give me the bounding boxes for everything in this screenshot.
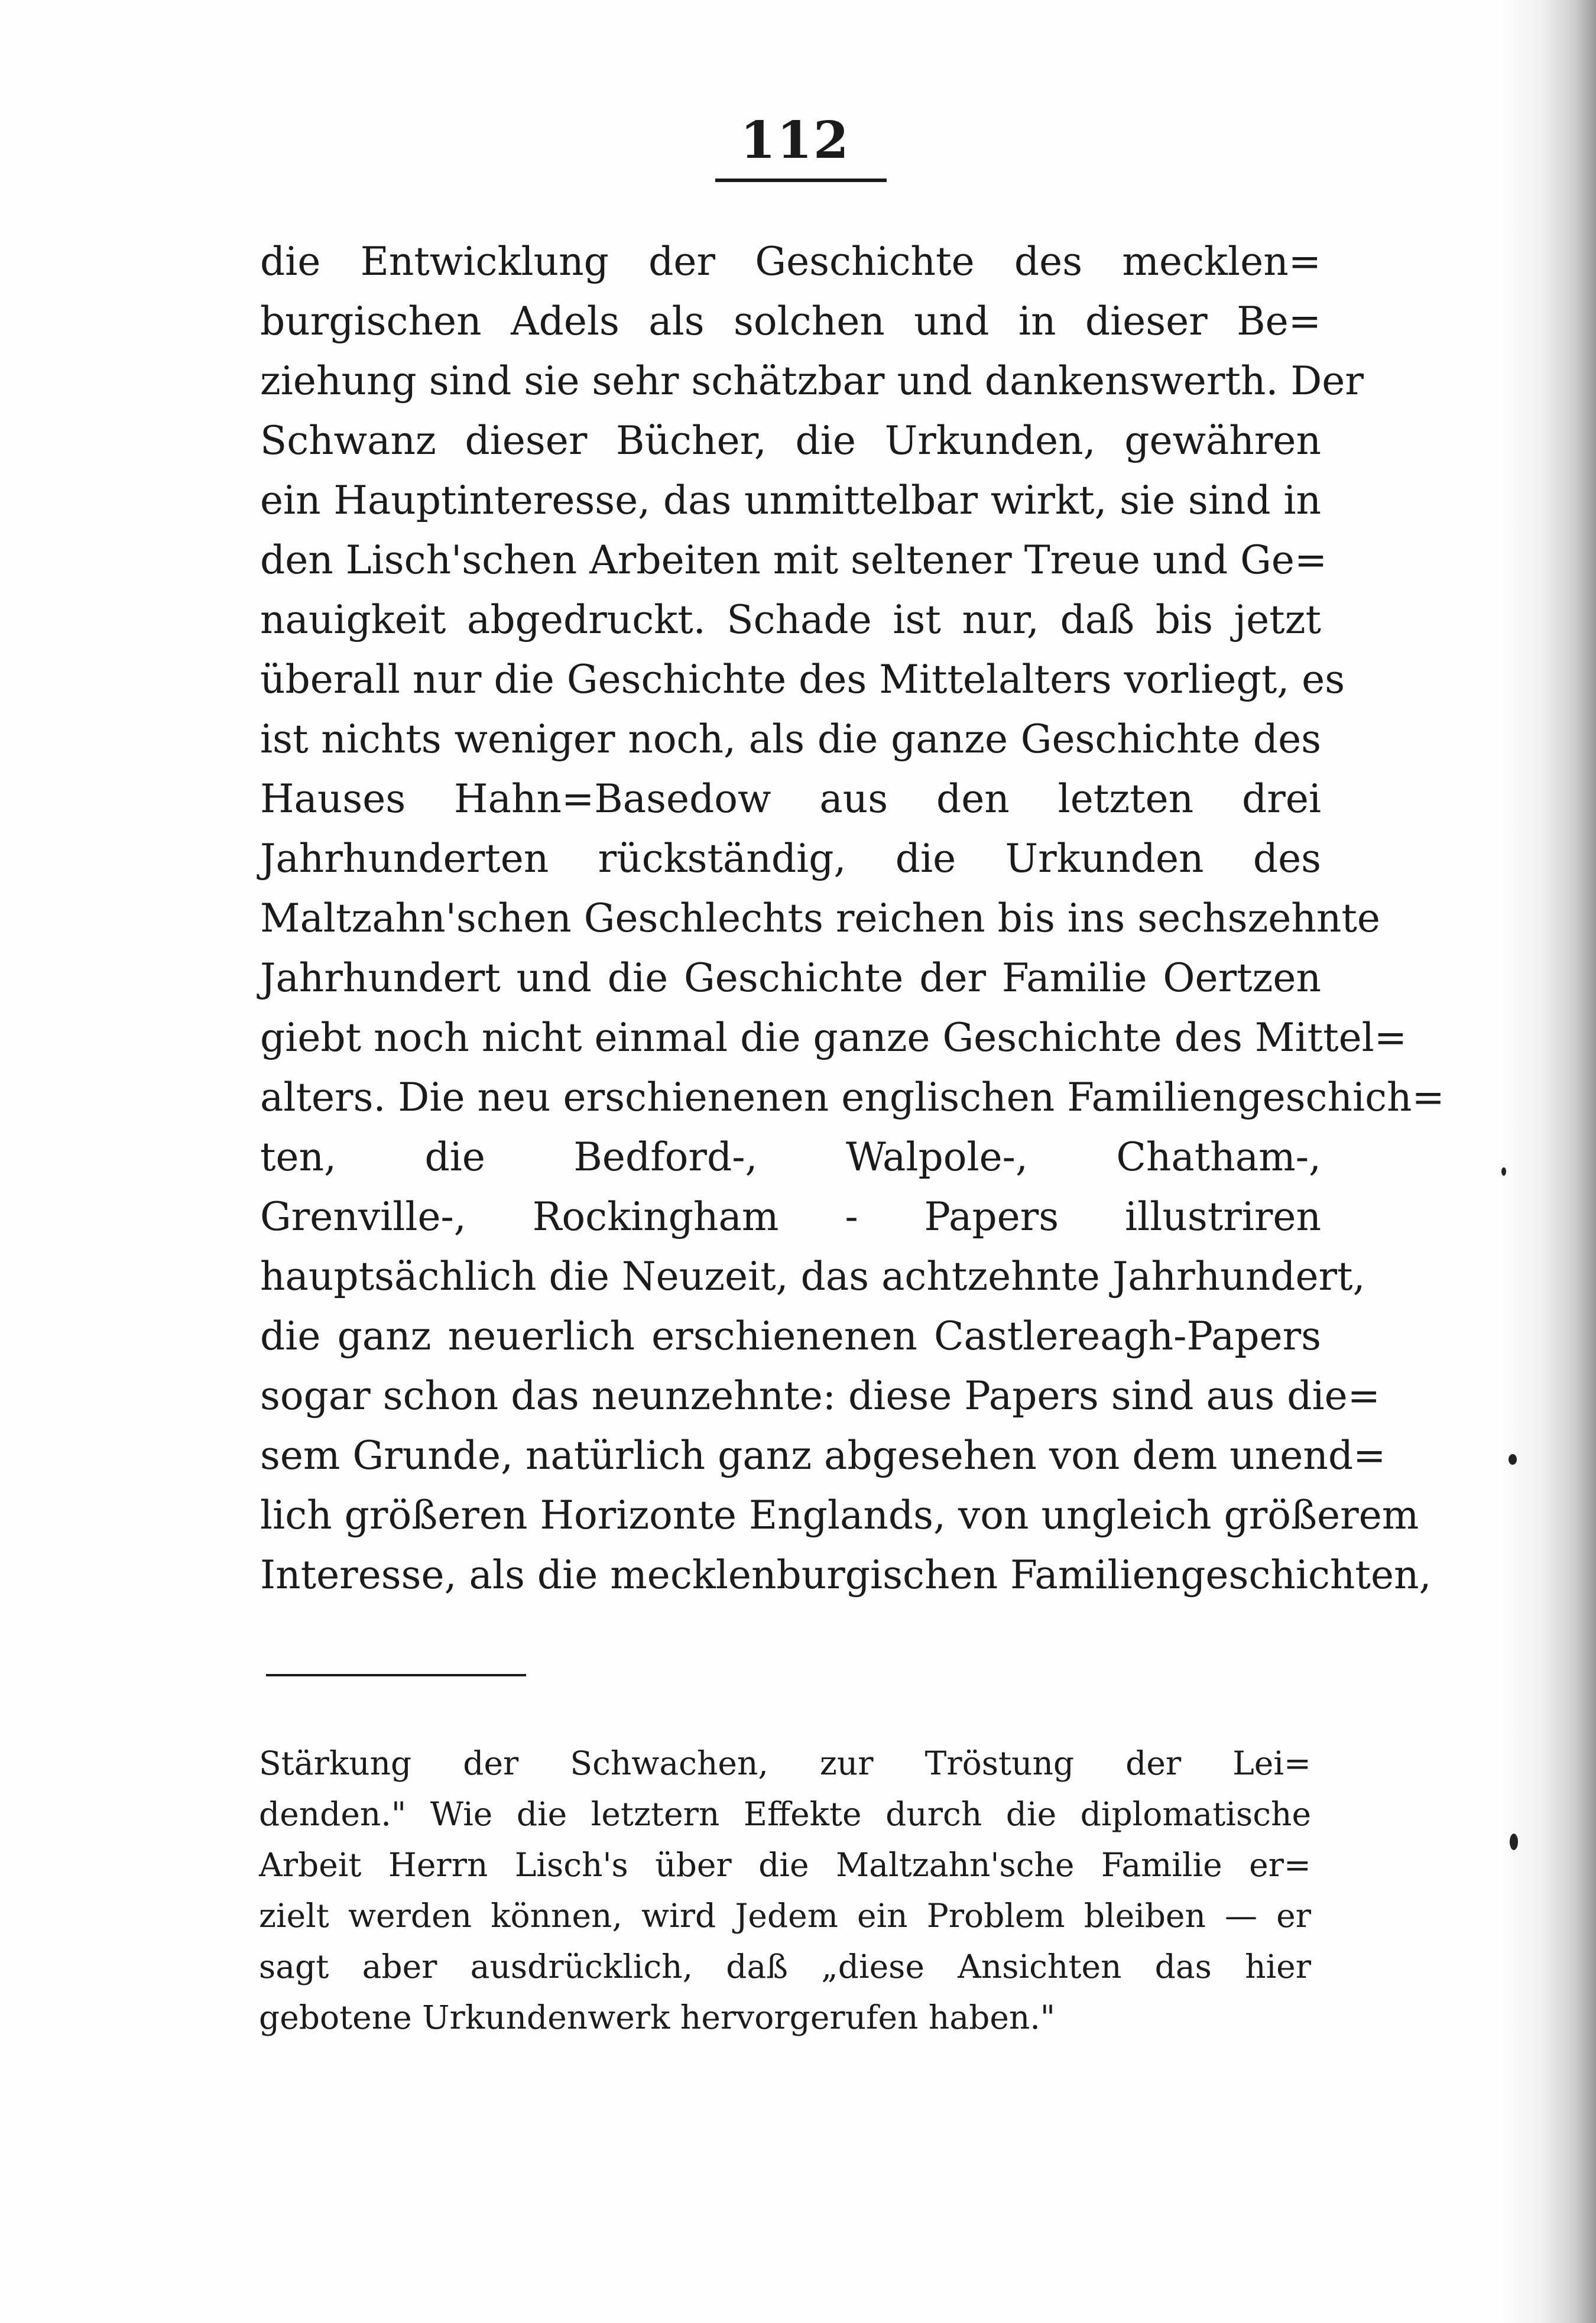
text-line: giebt noch nicht einmal die ganze Geschichte des Mittel= (260, 1015, 1407, 1060)
main-text (260, 232, 1445, 1605)
footnote-line: zielt werden können, wird Jedem ein Problem bleiben — er (259, 1897, 1311, 1935)
text-line: Jahrhundert und die Geschichte der Familie Oertzen (260, 955, 1321, 1001)
text-line: ten, die Bedford-, Walpole-, Chatham-, (260, 1134, 1321, 1180)
text-line: sem Grunde, natürlich ganz abgesehen von dem unend= (260, 1433, 1386, 1478)
footnote-line: denden." Wie die letztern Effekte durch die diplomatische (259, 1795, 1311, 1833)
text-line: überall nur die Geschichte des Mittelalters vorliegt, es (260, 657, 1345, 702)
footnote-line: Arbeit Herrn Lisch's über die Maltzahn'sche Familie er= (259, 1846, 1311, 1884)
text-line: ziehung sind sie sehr schätzbar und dankenswerth. Der (260, 358, 1364, 404)
footnote-line: sagt aber ausdrücklich, daß „diese Ansichten das hier (259, 1948, 1311, 1985)
text-line: nauigkeit abgedruckt. Schade ist nur, daß bis jetzt (260, 597, 1321, 643)
text-line: alters. Die neu erschienenen englischen Familiengeschich= (260, 1075, 1445, 1120)
text-line: ein Hauptinteresse, das unmittelbar wirkt, sie sind in (260, 478, 1321, 523)
text-line: die Entwicklung der Geschichte des mecklen= (260, 239, 1321, 284)
footnote-line: Stärkung der Schwachen, zur Tröstung der Lei= (259, 1744, 1311, 1782)
page-number-rule (715, 179, 887, 182)
text-line: burgischen Adels als solchen und in dieser Be= (260, 299, 1321, 344)
text-line: Interesse, als die mecklenburgischen Familiengeschichten, (260, 1552, 1432, 1598)
text-line: Jahrhunderten rückständig, die Urkunden des (260, 836, 1321, 881)
text-line: den Lisch'schen Arbeiten mit seltener Treue und Ge= (260, 537, 1328, 583)
text-line: sogar schon das neunzehnte: diese Papers sind aus die= (260, 1373, 1380, 1419)
text-line: hauptsächlich die Neuzeit, das achtzehnte Jahrhundert, (260, 1254, 1365, 1299)
text-line: Maltzahn'schen Geschlechts reichen bis ins sechszehnte (260, 896, 1380, 941)
edge-speck (1501, 1167, 1506, 1176)
footnote-line: gebotene Urkundenwerk hervorgerufen haben." (259, 1998, 1056, 2036)
footnote (259, 1738, 1311, 2043)
text-line: Schwanz dieser Bücher, die Urkunden, gewähren (260, 418, 1321, 463)
edge-speck (1509, 1454, 1517, 1465)
text-line: Hauses Hahn=Basedow aus den letzten drei (260, 776, 1321, 822)
text-line: die ganz neuerlich erschienenen Castlereagh-Papers (260, 1313, 1321, 1359)
footnote-rule (266, 1674, 526, 1676)
text-line: ist nichts weniger noch, als die ganze Geschichte des (260, 716, 1321, 762)
text-line: Grenville-, Rockingham - Papers illustriren (260, 1194, 1321, 1240)
page-number: 112 (740, 111, 850, 170)
page-edge-shadow (1496, 0, 1596, 2323)
text-line: lich größeren Horizonte Englands, von ungleich größerem (260, 1493, 1419, 1538)
edge-speck (1510, 1834, 1518, 1850)
